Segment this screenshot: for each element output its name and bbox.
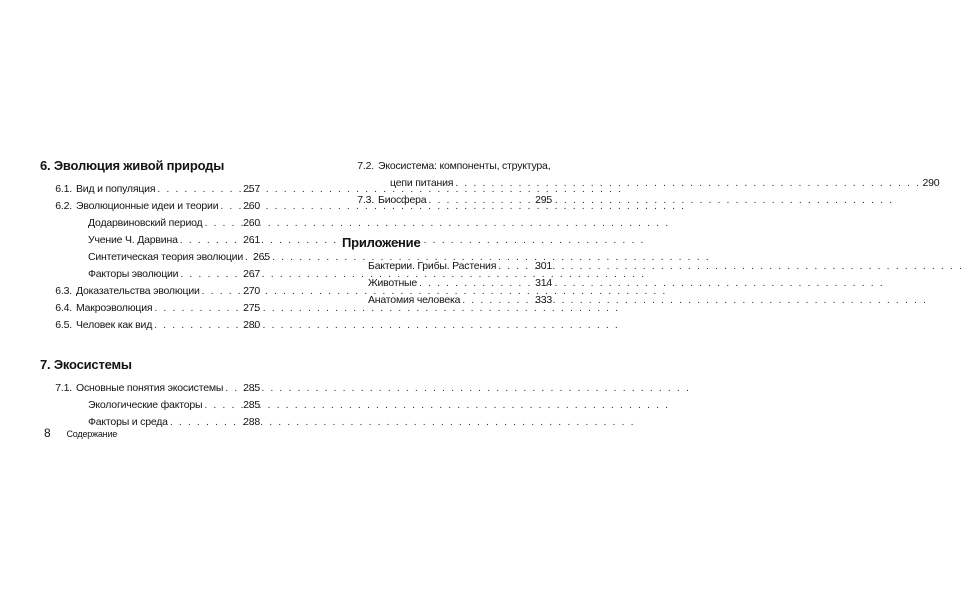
chapter-title: 7. Экосистемы [40, 357, 132, 372]
toc-entry [40, 317, 260, 334]
entry-page: 288 [243, 416, 260, 428]
entry-label: Животные [368, 277, 418, 289]
entry-page: 280 [243, 319, 260, 331]
entry-number: 7.2. [357, 160, 374, 172]
toc-right-column [342, 158, 940, 309]
entry-label: Биосфера [378, 194, 427, 206]
dot-leader [462, 292, 533, 309]
toc-subentry [40, 215, 260, 232]
appendix-section [342, 235, 552, 309]
entry-page: 257 [243, 183, 260, 195]
entry-number: 7.1. [55, 382, 72, 394]
dot-leader [455, 175, 920, 192]
dot-leader [428, 192, 533, 209]
entry-label: Факторы и среда [88, 416, 168, 428]
toc-entry [40, 198, 260, 215]
entry-label: Бактерии. Грибы. Растения [368, 260, 497, 272]
appendix-title: Приложение [342, 235, 421, 250]
chapter-6 [40, 158, 270, 334]
dot-leader [225, 380, 241, 397]
page-number: 8 [44, 426, 51, 440]
toc-subentry [40, 397, 260, 414]
entry-page: 260 [243, 200, 260, 212]
toc-entry [342, 275, 552, 292]
toc-subentry [40, 266, 260, 283]
chapter-7 [40, 357, 260, 431]
entry-page: 314 [535, 277, 552, 289]
entry-label: Учение Ч. Дарвина [88, 234, 178, 246]
dot-leader [204, 397, 241, 414]
toc-subentry [40, 232, 260, 249]
toc-entry [342, 258, 552, 275]
entry-number: 6.3. [55, 285, 72, 297]
dot-leader [498, 258, 533, 275]
entry-label: Анатомия человека [368, 294, 461, 306]
toc-left-column [40, 158, 270, 454]
dot-leader [419, 275, 533, 292]
entry-label: Эволюционные идеи и теории [76, 200, 219, 212]
entry-number: 6.4. [55, 302, 72, 314]
entry-page: 265 [252, 251, 270, 263]
entry-page: 267 [243, 268, 260, 280]
dot-leader [180, 266, 241, 283]
entry-page: 333 [535, 294, 552, 306]
dot-leader [220, 198, 241, 215]
entry-page: 275 [243, 302, 260, 314]
entry-label: Додарвиновский период [88, 217, 203, 229]
toc-entry [342, 192, 552, 209]
entry-number: 7.3. [357, 194, 374, 206]
dot-leader [204, 215, 241, 232]
entry-page: 285 [243, 399, 260, 411]
toc-entry [40, 283, 260, 300]
dot-leader [245, 249, 251, 266]
dot-leader [170, 414, 241, 431]
entry-label: Синтетическая теория эволюции [88, 251, 243, 263]
entry-page: 260 [243, 217, 260, 229]
dot-leader [154, 317, 241, 334]
entry-number: 6.5. [55, 319, 72, 331]
toc-entry [40, 181, 260, 198]
entry-number: 6.2. [55, 200, 72, 212]
entry-number: 6.1. [55, 183, 72, 195]
entry-label: Основные понятия экосистемы [76, 382, 224, 394]
entry-label: Экологические факторы [88, 399, 203, 411]
dot-leader [180, 232, 241, 249]
entry-label: Экосистема: компоненты, структура, [378, 160, 551, 172]
entry-label: Вид и популяция [76, 183, 156, 195]
toc-entry [40, 300, 260, 317]
entry-page: 295 [535, 194, 552, 206]
entry-page: 270 [243, 285, 260, 297]
entry-page: 261 [243, 234, 260, 246]
dot-leader [157, 181, 241, 198]
entry-page: 301 [535, 260, 552, 272]
dot-leader [154, 300, 241, 317]
running-head: Содержание [66, 429, 118, 439]
toc-entry [342, 292, 552, 309]
entry-label: Факторы эволюции [88, 268, 179, 280]
entry-page: 290 [922, 177, 940, 189]
dot-leader [202, 283, 241, 300]
page-footer [44, 426, 117, 440]
toc-entry [40, 380, 260, 397]
entry-label-continued: цепи питания [390, 177, 454, 189]
entry-label: Макроэволюция [76, 302, 153, 314]
entry-page: 285 [243, 382, 260, 394]
toc-entry [342, 158, 940, 192]
toc-subentry [40, 249, 270, 266]
chapter-title: 6. Эволюция живой природы [40, 158, 225, 173]
entry-label: Доказательства эволюции [76, 285, 200, 297]
entry-label: Человек как вид [76, 319, 153, 331]
